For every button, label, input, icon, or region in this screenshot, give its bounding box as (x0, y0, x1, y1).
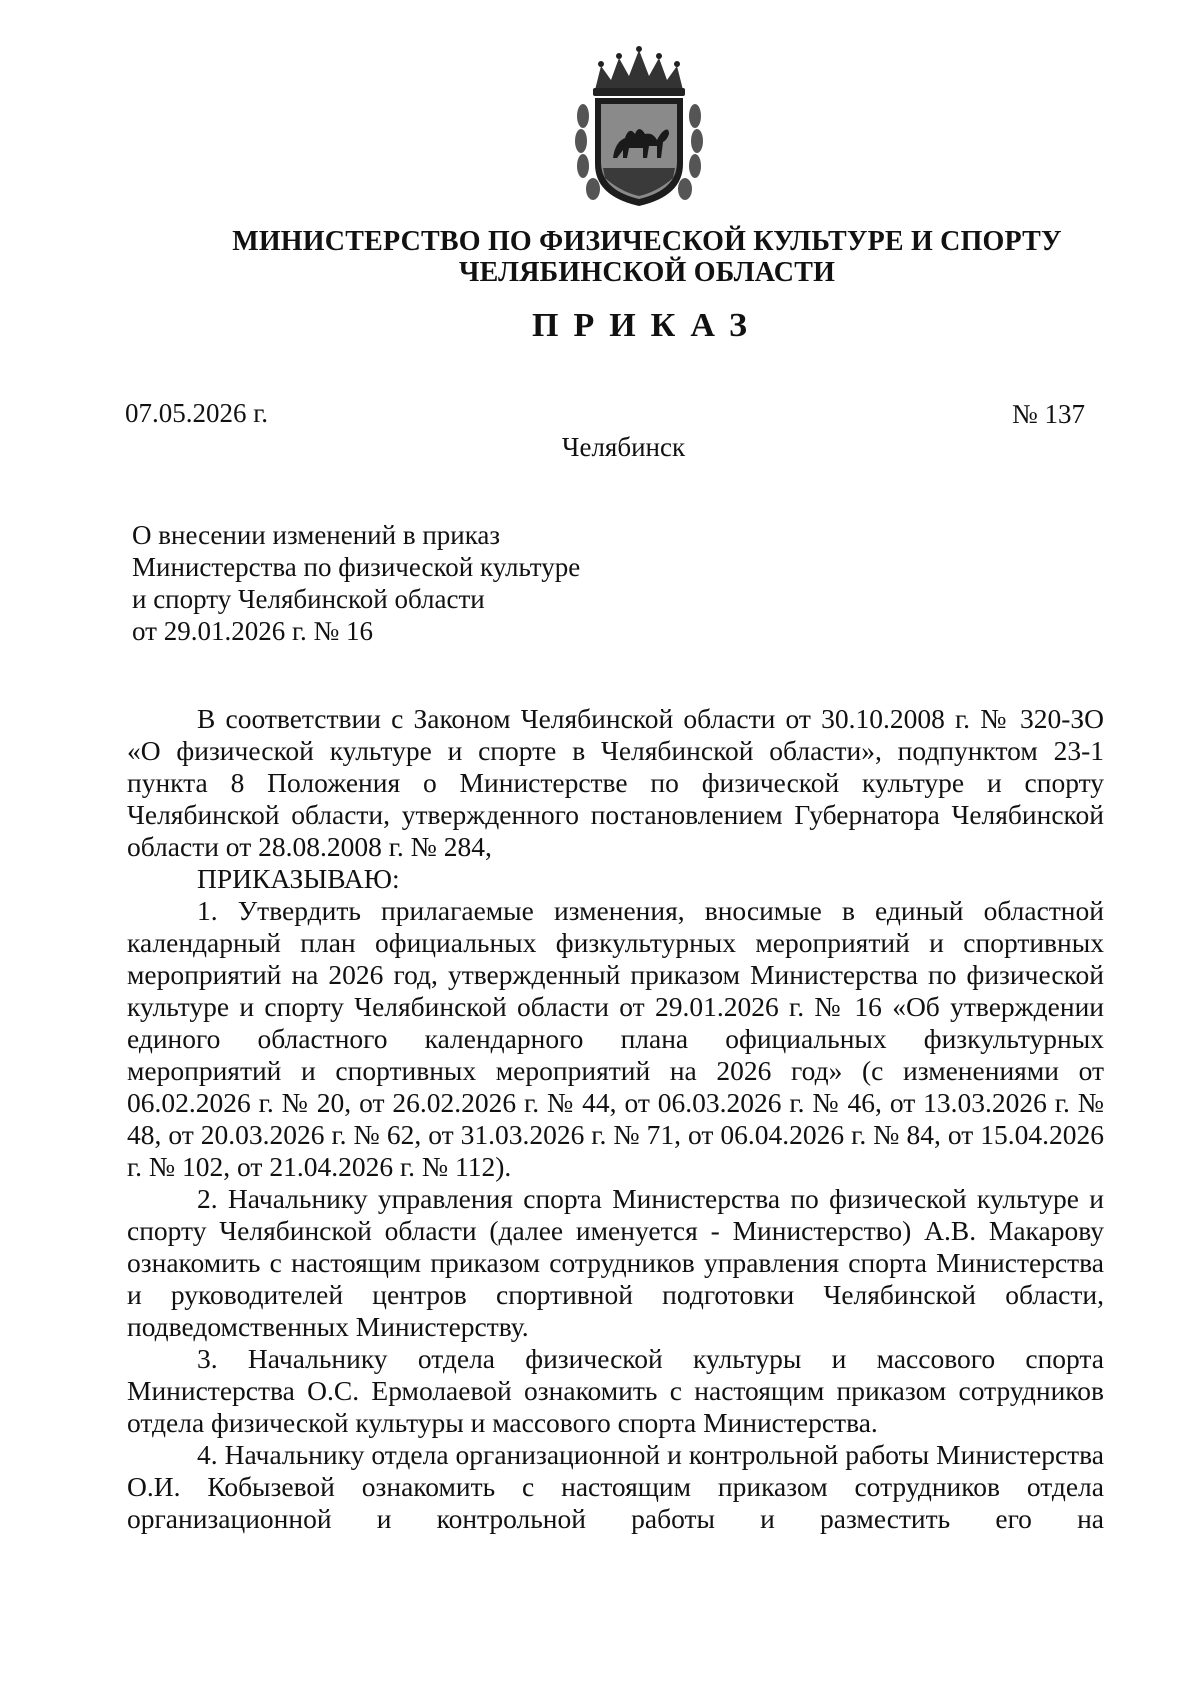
subject-line: Министерства по физической культуре (132, 552, 581, 582)
preamble-paragraph: В соответствии с Законом Челябинской области от 30.10.2008 г. № 320-ЗО «О физической культуре и спорте в Челябинской области», подпунктом 23-1 пункта 8 Положения о Министерстве по физической культуре и спорту Челябинской области, утвержденного постановлением Губернатора Челябинской области от 28.08.2008 г. № 284, (127, 703, 1104, 862)
subject-line: и спорту Челябинской области (132, 584, 485, 614)
ministry-name-line1: МИНИСТЕРСТВО ПО ФИЗИЧЕСКОЙ КУЛЬТУРЕ И СПОРТУ (232, 226, 1062, 257)
item-3-paragraph: 3. Начальнику отдела физической культуры и массового спорта Министерства О.С. Ермолаевой ознакомить с настоящим приказом сотрудников отдела физической культуры и массового спорта Министерства. (127, 1343, 1104, 1438)
decree-word: ПРИКАЗЫВАЮ: (197, 863, 400, 894)
subject-line: О внесении изменений в приказ (132, 520, 501, 550)
item-1-paragraph: 1. Утвердить прилагаемые изменения, вносимые в единый областной календарный план официальных физкультурных мероприятий и спортивных мероприятий на 2026 год, утвержденный приказом Министерства по физической культуре и спорту Челябинской области от 29.01.2026 г. № 16 «Об утверждении единого областного календарного плана официальных физкультурных мероприятий и спортивных мероприятий на 2026 год» (с изменениями от 06.02.2026 г. № 20, от 26.02.2026 г. № 44, от 06.03.2026 г. № 46, от 13.03.2026 г. № 48, от 20.03.2026 г. № 62, от 31.03.2026 г. № 71, от 06.04.2026 г. № 84, от 15.04.2026 г. № 102, от 21.04.2026 г. № 112). (127, 895, 1104, 1182)
order-subject (132, 519, 580, 647)
order-number: № 137 (1011, 399, 1085, 429)
order-title: ПРИКАЗ (532, 307, 762, 344)
item-4-paragraph: 4. Начальнику отдела организационной и контрольной работы Министерства О.И. Кобызевой ознакомить с настоящим приказом сотрудников отдела организационной и контрольной работы и разместить его на (127, 1439, 1104, 1534)
item-2-paragraph: 2. Начальнику управления спорта Министерства по физической культуре и спорту Челябинской области (далее именуется - Министерство) А.В. Макарову ознакомить с настоящим приказом сотрудников управления спорта Министерства и руководителей центров спортивной подготовки Челябинской области, подведомственных Министерству. (127, 1183, 1104, 1342)
ministry-name-line2: ЧЕЛЯБИНСКОЙ ОБЛАСТИ (458, 257, 836, 288)
order-city: Челябинск (561, 432, 686, 462)
order-body (127, 703, 1104, 1535)
order-date: 07.05.2026 г. (125, 398, 269, 428)
coat-of-arms-emblem (573, 46, 705, 210)
subject-line: от 29.01.2026 г. № 16 (132, 616, 373, 646)
